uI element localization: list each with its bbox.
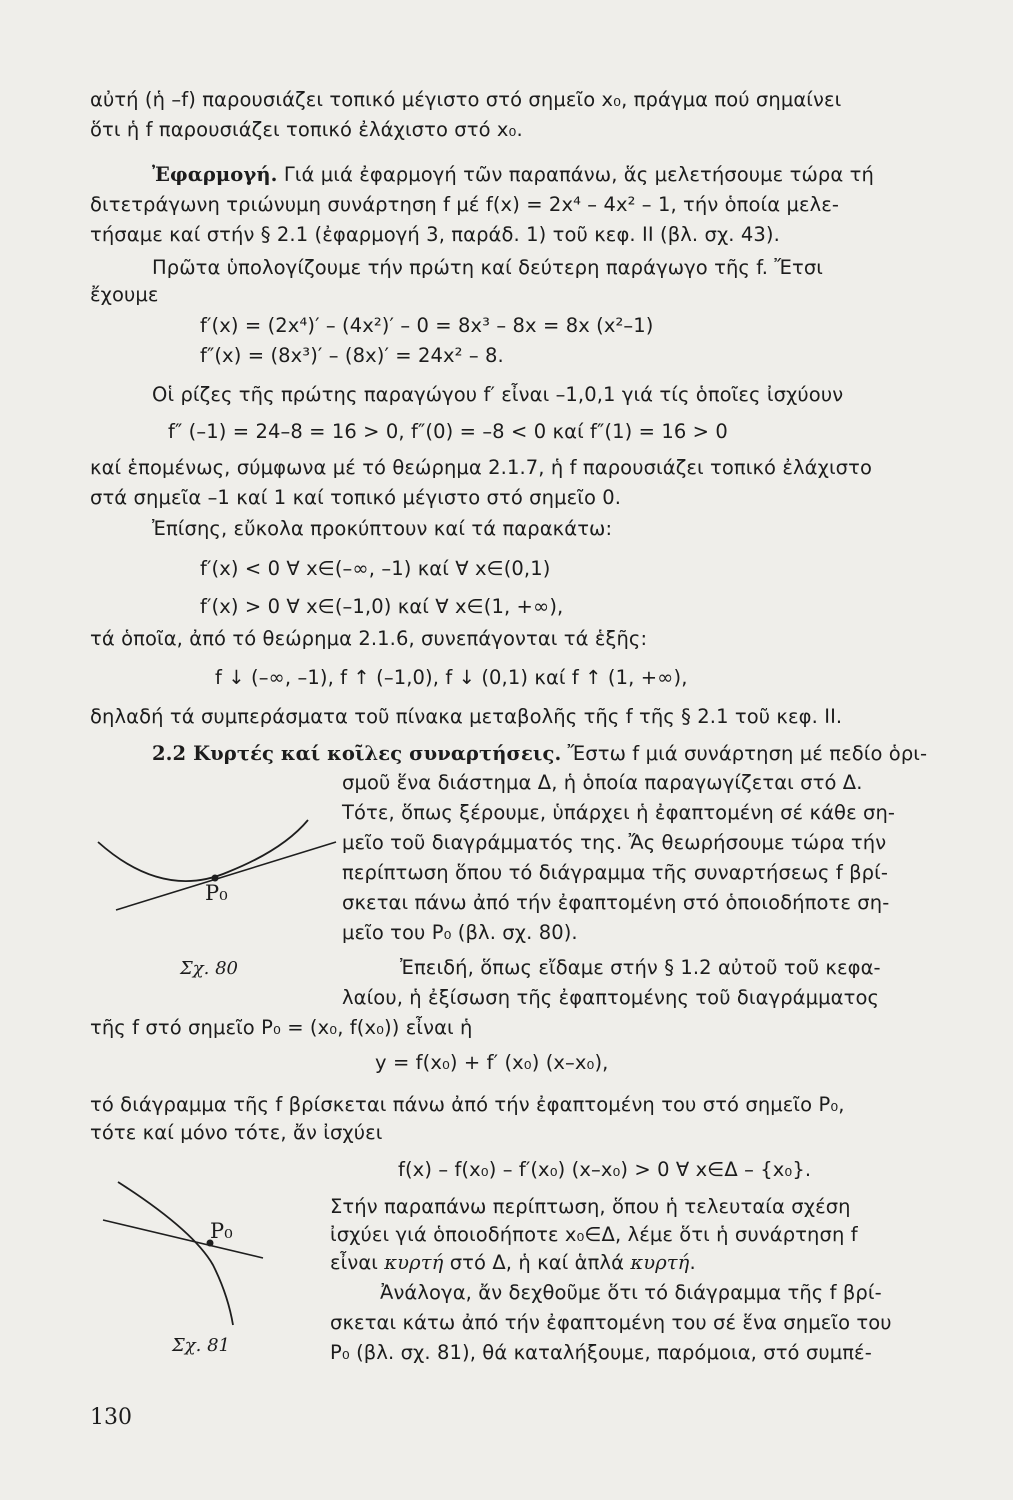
fig80-point-label: P₀: [205, 881, 228, 905]
text-line-28: λαίου, ἡ ἐξίσωση τῆς ἐφαπτομένης τοῦ διαγράμματος: [342, 986, 880, 1009]
text-line-32: τότε καί μόνο τότε, ἄν ἰσχύει: [90, 1121, 383, 1144]
fig81-curve: [118, 1182, 233, 1325]
text-line-36-end: .: [689, 1251, 696, 1274]
text-line-31: τό διάγραμμα τῆς f βρίσκεται πάνω ἀπό τήν ἐφαπτομένη του στό σημεῖο P₀,: [90, 1093, 845, 1116]
text-line-29: τῆς f στό σημεῖο P₀ = (x₀, f(x₀)) εἶναι ἡ: [90, 1016, 473, 1039]
convexity-inequality: f(x) – f(x₀) – f′(x₀) (x–x₀) > 0 ∀ x∈Δ – {x₀}.: [398, 1158, 812, 1181]
text-line-36-b: στό Δ, ἡ καί ἁπλά: [449, 1251, 625, 1274]
section-line-body: Ἔστω f μιά συνάρτηση μέ πεδίο ὁρι-: [567, 742, 928, 765]
section-heading: 2.2 Κυρτές καί κοῖλες συναρτήσεις.: [152, 742, 562, 765]
text-line-3-body: Γιά μιά ἐφαρμογή τῶν παραπάνω, ἅς μελετήσουμε τώρα τή: [283, 163, 874, 186]
fig81-point-label: P₀: [210, 1219, 233, 1243]
text-line-23: μεῖο τοῦ διαγράμματός της. Ἄς θεωρήσουμε τώρα τήν: [342, 831, 887, 854]
text-line-26: μεῖο του P₀ (βλ. σχ. 80).: [342, 921, 578, 944]
text-line-2: ὅτι ἡ f παρουσιάζει τοπικό ἐλάχιστο στό x₀.: [90, 118, 523, 141]
text-line-39: P₀ (βλ. σχ. 81), θά καταλήξουμε, παρόμοια, στό συμπέ-: [330, 1341, 872, 1364]
equation-fprime: f′(x) = (2x⁴)′ – (4x²)′ – 0 = 8x³ – 8x = 8x (x²–1): [200, 314, 654, 337]
section-2-2-line: [152, 741, 927, 767]
inequality-positive: f′(x) > 0 ∀ x∈(–1,0) καί ∀ x∈(1, +∞),: [200, 595, 564, 618]
text-line-13: στά σημεῖα –1 καί 1 καί τοπικό μέγιστο στό σημεῖο 0.: [90, 486, 622, 509]
tangent-equation: y = f(x₀) + f′ (x₀) (x–x₀),: [375, 1051, 609, 1074]
inequality-negative: f′(x) < 0 ∀ x∈(–∞, –1) καί ∀ x∈(0,1): [200, 557, 551, 580]
text-line-27: Ἐπειδή, ὅπως εἴδαμε στήν § 1.2 αὐτοῦ τοῦ κεφα-: [400, 956, 881, 979]
text-line-36: [330, 1250, 696, 1276]
text-line-12: καί ἑπομένως, σύμφωνα μέ τό θεώρημα 2.1.7, ἡ f παρουσιάζει τοπικό ἐλάχιστο: [90, 456, 872, 479]
fig81-tangent: [103, 1220, 263, 1258]
text-line-4: διτετράγωνη τριώνυμη συνάρτηση f μέ f(x) = 2x⁴ – 4x² – 1, τήν ὁποία μελε-: [90, 193, 840, 216]
fig81-caption: Σχ. 81: [172, 1335, 230, 1356]
text-line-17: τά ὁποῖα, ἀπό τό θεώρημα 2.1.6, συνεπάγονται τά ἑξῆς:: [90, 627, 648, 650]
figure-81-diagram: [98, 1170, 268, 1330]
application-heading: Ἐφαρμογή.: [152, 163, 278, 186]
text-line-37: Ἀνάλογα, ἄν δεχθοῦμε ὅτι τό διάγραμμα τῆς f βρί-: [380, 1281, 882, 1304]
page-number: 130: [90, 1405, 132, 1430]
text-line-21: σμοῦ ἕνα διάστημα Δ, ἡ ὁποία παραγωγίζεται στό Δ.: [342, 771, 863, 794]
text-line-10: Οἱ ρίζες τῆς πρώτης παραγώγου f′ εἶναι –1,0,1 γιά τίς ὁποῖες ἰσχύουν: [152, 383, 844, 406]
text-line-19: δηλαδή τά συμπεράσματα τοῦ πίνακα μεταβολῆς τῆς f τῆς § 2.1 τοῦ κεφ. ΙΙ.: [90, 705, 843, 728]
text-line-5: τήσαμε καί στήν § 2.1 (ἐφαρμογή 3, παράδ. 1) τοῦ κεφ. ΙΙ (βλ. σχ. 43).: [90, 223, 780, 246]
convex-term-1: κυρτή: [384, 1251, 444, 1274]
text-line-34: Στήν παραπάνω περίπτωση, ὅπου ἡ τελευταία σχέση: [330, 1195, 851, 1218]
text-line-24: περίπτωση ὅπου τό διάγραμμα τῆς συναρτήσεως f βρί-: [342, 861, 888, 884]
text-line-35: ἰσχύει γιά ὁποιοδήποτε x₀∈Δ, λέμε ὅτι ἡ συνάρτηση f: [330, 1223, 858, 1246]
monotonicity-line: f ↓ (–∞, –1), f ↑ (–1,0), f ↓ (0,1) καί f ↑ (1, +∞),: [215, 666, 688, 689]
text-line-7: ἔχουμε: [90, 283, 159, 306]
text-line-1: αὐτή (ἡ –f) παρουσιάζει τοπικό μέγιστο στό σημεῖο x₀, πράγμα πού σημαίνει: [90, 88, 842, 111]
equation-second-derivative-values: f″ (–1) = 24–8 = 16 > 0, f″(0) = –8 < 0 καί f″(1) = 16 > 0: [168, 420, 728, 443]
convex-term-2: κυρτή: [630, 1251, 690, 1274]
text-line-25: σκεται πάνω ἀπό τήν ἐφαπτομένη στό ὁποιοδήποτε ση-: [342, 891, 890, 914]
fig80-curve: [98, 820, 308, 881]
text-line-38: σκεται κάτω ἀπό τήν ἐφαπτομένη του σέ ἕνα σημεῖο του: [330, 1311, 892, 1334]
equation-fsecond: f″(x) = (8x³)′ – (8x)′ = 24x² – 8.: [200, 344, 504, 367]
fig80-caption: Σχ. 80: [180, 958, 238, 979]
text-line-22: Τότε, ὅπως ξέρουμε, ὑπάρχει ἡ ἐφαπτομένη σέ κάθε ση-: [342, 801, 896, 824]
text-line-3: [152, 162, 874, 188]
text-line-36-a: εἶναι: [330, 1251, 378, 1274]
text-line-6: Πρῶτα ὑπολογίζουμε τήν πρώτη καί δεύτερη παράγωγο τῆς f. Ἔτσι: [152, 256, 824, 279]
text-line-14: Ἐπίσης, εὔκολα προκύπτουν καί τά παρακάτω:: [152, 517, 613, 540]
